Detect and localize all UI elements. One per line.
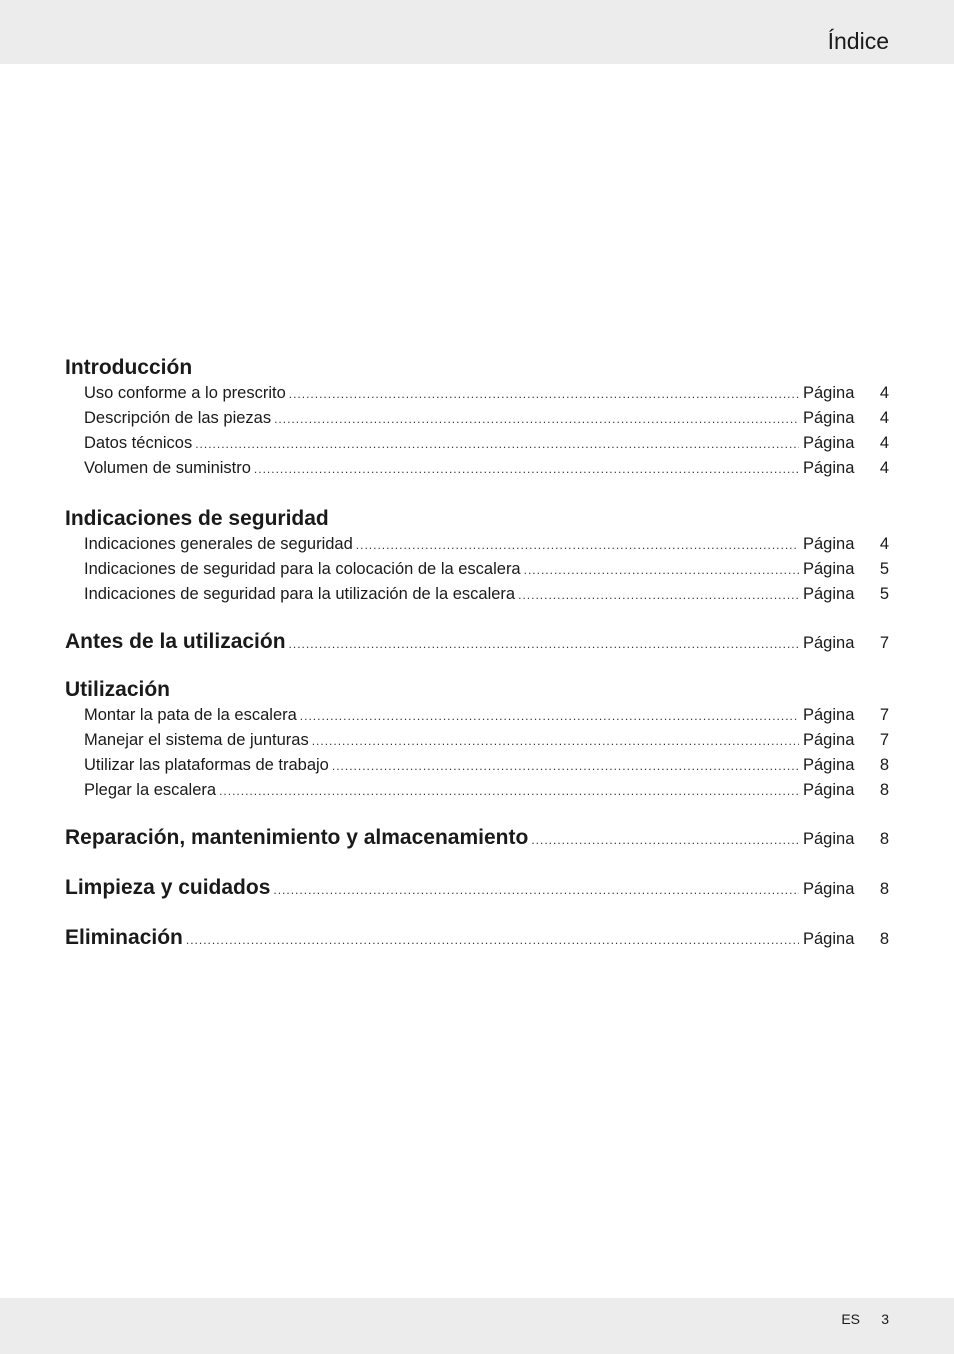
header-bar xyxy=(0,0,954,64)
page-number: 7 xyxy=(879,706,889,724)
entry-label: Indicaciones de seguridad para la colocación de la escalera xyxy=(84,560,521,578)
toc-entry-limpieza[interactable] xyxy=(65,873,889,903)
dot-leader xyxy=(273,875,799,905)
entry-label: Descripción de las piezas xyxy=(84,409,272,427)
entry-label: Limpieza y cuidados xyxy=(65,876,271,899)
dot-leader xyxy=(300,704,799,729)
dot-leader xyxy=(531,825,799,855)
entry-label: Plegar la escalera xyxy=(84,781,217,799)
page-number: 8 xyxy=(879,756,889,774)
dot-leader xyxy=(186,925,799,955)
dot-leader xyxy=(518,583,799,608)
page-word: Página xyxy=(803,930,855,948)
toc-entry-reparacion[interactable] xyxy=(65,823,889,853)
toc-section-utilizacion xyxy=(65,677,889,803)
dot-leader xyxy=(356,533,799,558)
page-number: 4 xyxy=(879,384,889,402)
page-number: 5 xyxy=(879,585,889,603)
toc-entry[interactable] xyxy=(65,381,889,406)
dot-leader xyxy=(274,407,799,432)
dot-leader xyxy=(195,432,799,457)
entry-label: Utilizar las plataformas de trabajo xyxy=(84,756,329,774)
toc-entry-antes[interactable] xyxy=(65,627,889,657)
dot-leader xyxy=(289,629,799,659)
page-title: Índice xyxy=(827,28,889,54)
section-heading: Introducción xyxy=(65,356,193,379)
page-number: 5 xyxy=(879,560,889,578)
page-number: 4 xyxy=(879,459,889,477)
toc-entry[interactable] xyxy=(65,582,889,607)
dot-leader xyxy=(312,729,799,754)
toc-entry[interactable] xyxy=(65,456,889,481)
page-number: 8 xyxy=(879,830,889,848)
toc-entry[interactable] xyxy=(65,728,889,753)
page-word: Página xyxy=(803,409,855,427)
page-word: Página xyxy=(803,756,855,774)
toc-entry[interactable] xyxy=(65,778,889,803)
page-word: Página xyxy=(803,434,855,452)
dot-leader xyxy=(524,558,799,583)
page-word: Página xyxy=(803,634,855,652)
dot-leader xyxy=(219,779,799,804)
page-word: Página xyxy=(803,731,855,749)
toc-section-seguridad xyxy=(65,506,889,607)
toc-entry[interactable] xyxy=(65,753,889,778)
toc-entry[interactable] xyxy=(65,406,889,431)
page-number: 8 xyxy=(879,880,889,898)
dot-leader xyxy=(289,382,799,407)
toc-entry-eliminacion[interactable] xyxy=(65,923,889,953)
page-word: Página xyxy=(803,585,855,603)
table-of-contents xyxy=(65,355,889,953)
page-number: 8 xyxy=(879,930,889,948)
page-word: Página xyxy=(803,706,855,724)
page-number: 4 xyxy=(879,434,889,452)
page-number: 8 xyxy=(879,781,889,799)
toc-entry[interactable] xyxy=(65,703,889,728)
page-number: 7 xyxy=(879,634,889,652)
toc-entry[interactable] xyxy=(65,557,889,582)
entry-label: Datos técnicos xyxy=(84,434,193,452)
toc-entry[interactable] xyxy=(65,431,889,456)
page-number: 7 xyxy=(879,731,889,749)
page-word: Página xyxy=(803,781,855,799)
page-word: Página xyxy=(803,560,855,578)
entry-label: Montar la pata de la escalera xyxy=(84,706,297,724)
page-word: Página xyxy=(803,459,855,477)
entry-label: Indicaciones generales de seguridad xyxy=(84,535,353,553)
entry-label: Volumen de suministro xyxy=(84,459,251,477)
footer-bar xyxy=(0,1298,954,1354)
entry-label: Manejar el sistema de junturas xyxy=(84,731,309,749)
page-number: 4 xyxy=(879,535,889,553)
entry-label: Eliminación xyxy=(65,926,183,949)
section-heading: Indicaciones de seguridad xyxy=(65,507,329,530)
dot-leader xyxy=(254,457,799,482)
entry-label: Reparación, mantenimiento y almacenamiento xyxy=(65,826,529,849)
toc-entry[interactable] xyxy=(65,532,889,557)
entry-label: Antes de la utilización xyxy=(65,630,286,653)
toc-section-introduccion xyxy=(65,355,889,481)
footer-page-number: 3 xyxy=(881,1311,889,1327)
page-word: Página xyxy=(803,880,855,898)
page-word: Página xyxy=(803,384,855,402)
entry-label: Uso conforme a lo prescrito xyxy=(84,384,286,402)
section-heading: Utilización xyxy=(65,678,171,701)
dot-leader xyxy=(332,754,799,779)
page-number: 4 xyxy=(879,409,889,427)
entry-label: Indicaciones de seguridad para la utilización de la escalera xyxy=(84,585,516,603)
page-word: Página xyxy=(803,535,855,553)
footer-language: ES xyxy=(841,1311,860,1327)
page-word: Página xyxy=(803,830,855,848)
